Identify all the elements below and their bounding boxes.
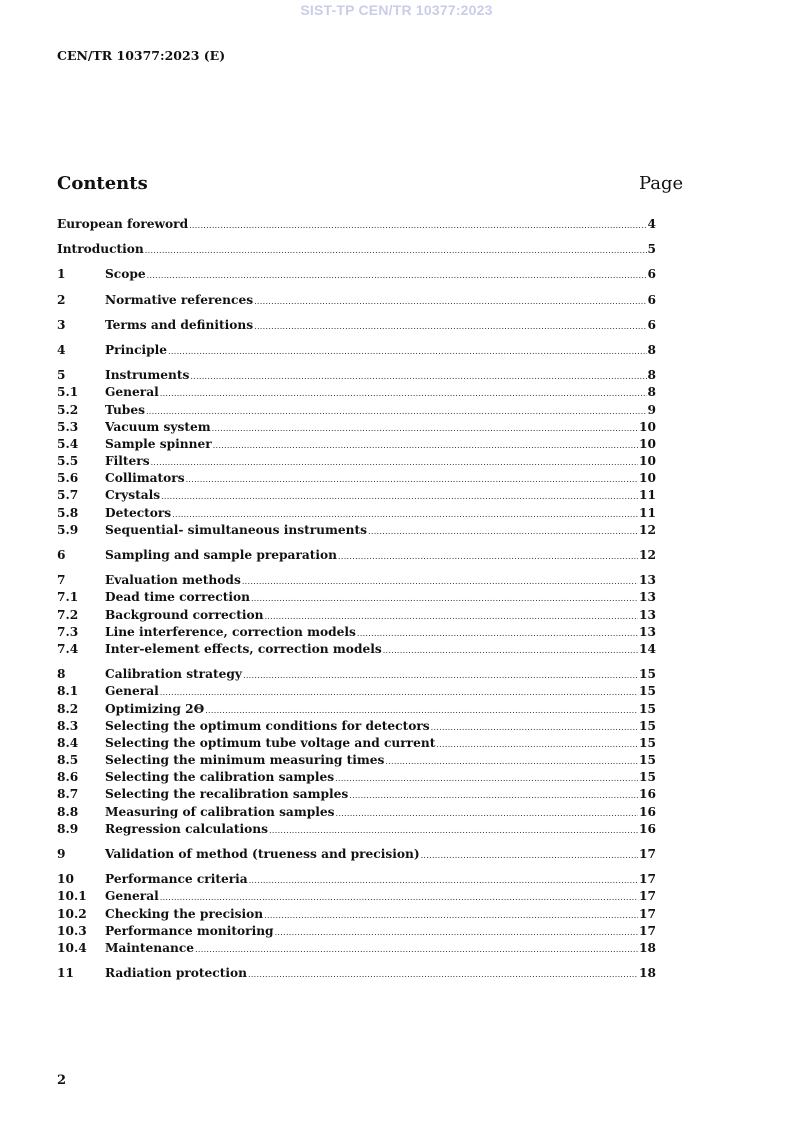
toc-dot-leader [213, 437, 638, 454]
toc-entry[interactable] [57, 402, 656, 419]
toc-entry-number: 4 [57, 342, 66, 357]
toc-dot-leader [431, 719, 638, 736]
toc-entry-page: 18 [639, 966, 656, 981]
toc-entry-number: 10 [57, 872, 74, 887]
toc-entry-title: Sample spinner [105, 436, 212, 451]
toc-entry[interactable] [57, 666, 656, 683]
toc-entry-title: Selecting the optimum conditions for detectors [105, 718, 430, 733]
toc-entry[interactable] [57, 317, 656, 334]
toc-entry-title: Normative references [105, 292, 254, 307]
toc-entry[interactable] [57, 436, 656, 453]
toc-entry[interactable] [57, 965, 656, 982]
toc-entry[interactable] [57, 487, 656, 504]
toc-dot-leader [243, 667, 638, 684]
toc-entry-number: 9 [57, 847, 66, 861]
toc-entry-number: 3 [57, 317, 66, 332]
toc-entry[interactable] [57, 453, 656, 470]
toc-dot-leader [189, 217, 646, 234]
toc-entry-title: Vacuum system [105, 419, 211, 434]
toc-dot-leader [190, 368, 646, 385]
toc-entry[interactable] [57, 718, 656, 735]
toc-entry[interactable] [57, 547, 656, 564]
toc-entry[interactable] [57, 769, 656, 786]
toc-entry-title: General [105, 684, 159, 699]
toc-entry-title: Detectors [105, 505, 172, 520]
toc-entry[interactable] [57, 419, 656, 436]
toc-entry-title: Terms and definitions [105, 317, 254, 332]
toc-entry-page: 10 [639, 454, 656, 469]
toc-entry-number: 8.3 [57, 718, 79, 733]
toc-entry[interactable] [57, 871, 656, 888]
toc-entry[interactable] [57, 786, 656, 803]
toc-entry-page: 16 [639, 821, 656, 836]
toc-entry-title: Background correction [105, 607, 264, 622]
toc-entry[interactable] [57, 342, 656, 359]
toc-entry-title: Calibration strategy [105, 667, 242, 682]
toc-entry[interactable] [57, 752, 656, 769]
toc-dot-leader [161, 488, 638, 505]
toc-entry-number: 5.9 [57, 522, 79, 537]
toc-entry-title: Filters [105, 454, 150, 469]
toc-dot-leader [145, 242, 647, 259]
toc-entry-page: 9 [647, 402, 656, 417]
toc-entry[interactable] [57, 216, 656, 233]
toc-entry-number: 1 [57, 267, 66, 282]
toc-entry[interactable] [57, 821, 656, 838]
toc-entry-number: 5.5 [57, 454, 79, 469]
toc-entry-title: Crystals [105, 488, 161, 503]
toc-entry-number: 2 [57, 292, 66, 307]
toc-dot-leader [205, 702, 638, 719]
toc-entry-title: Tubes [105, 402, 145, 417]
toc-entry-page: 5 [647, 242, 656, 257]
toc-dot-leader [335, 770, 638, 787]
toc-entry-page: 17 [639, 906, 656, 921]
toc-dot-leader [264, 608, 638, 625]
toc-entry[interactable] [57, 589, 656, 606]
toc-entry[interactable] [57, 470, 656, 487]
toc-entry-number: 10.4 [57, 940, 87, 955]
toc-entry-page: 10 [639, 419, 656, 434]
toc-entry[interactable] [57, 241, 656, 258]
toc-entry-page: 15 [639, 701, 656, 716]
toc-entry-number: 8.1 [57, 684, 79, 699]
toc-entry-page: 18 [639, 940, 656, 955]
toc-entry[interactable] [57, 367, 656, 384]
toc-entry-page: 17 [639, 872, 656, 887]
toc-entry-number: 5.7 [57, 488, 79, 503]
toc-entry-title: Selecting the minimum measuring times [105, 753, 385, 768]
toc-entry-title: Selecting the recalibration samples [105, 787, 349, 802]
toc-entry[interactable] [57, 624, 656, 641]
toc-entry-title: Sampling and sample preparation [105, 548, 338, 562]
toc-entry-title: Optimizing 2Θ [105, 701, 205, 716]
toc-entry-title: Selecting the optimum tube voltage and current [105, 735, 436, 750]
toc-entry-number: 10.2 [57, 906, 87, 921]
toc-entry-number: 7 [57, 573, 66, 588]
table-of-contents [57, 216, 656, 982]
toc-entry-page: 15 [639, 718, 656, 733]
toc-entry-title: Dead time correction [105, 590, 250, 605]
toc-entry-title: Maintenance [105, 940, 195, 955]
toc-dot-leader [146, 403, 647, 420]
toc-entry[interactable] [57, 292, 656, 309]
toc-entry-page: 17 [639, 889, 656, 904]
toc-entry-page: 6 [647, 317, 656, 332]
toc-dot-leader [269, 822, 638, 839]
toc-entry[interactable] [57, 846, 656, 863]
toc-entry-page: 13 [639, 624, 656, 639]
toc-entry-title: European foreword [57, 217, 189, 231]
toc-entry-number: 10.1 [57, 889, 87, 904]
page-number: 2 [57, 1073, 67, 1088]
toc-entry[interactable] [57, 804, 656, 821]
toc-dot-leader [368, 523, 638, 540]
toc-entry-page: 10 [639, 436, 656, 451]
toc-entry[interactable] [57, 266, 656, 283]
toc-entry[interactable] [57, 384, 656, 401]
toc-entry-title: General [105, 385, 159, 400]
toc-entry-number: 5.4 [57, 436, 79, 451]
toc-entry-number: 7.2 [57, 607, 79, 622]
toc-dot-leader [147, 267, 647, 284]
toc-entry-title: Performance criteria [105, 872, 248, 887]
toc-entry-title: Inter-element effects, correction models [105, 641, 382, 656]
toc-dot-leader [436, 736, 638, 753]
toc-dot-leader [160, 684, 638, 701]
toc-entry[interactable] [57, 906, 656, 923]
toc-entry[interactable] [57, 701, 656, 718]
toc-entry-title: Line interference, correction models [105, 624, 356, 639]
toc-entry-page: 12 [639, 548, 656, 562]
toc-dot-leader [254, 293, 646, 310]
toc-entry[interactable] [57, 735, 656, 752]
toc-entry-title: Performance monitoring [105, 923, 274, 938]
toc-entry-number: 8.6 [57, 770, 79, 785]
toc-entry-number: 5 [57, 368, 66, 383]
toc-entry-page: 17 [639, 923, 656, 938]
toc-dot-leader [212, 420, 638, 437]
toc-entry-number: 5.6 [57, 471, 79, 486]
toc-entry-number: 8.8 [57, 804, 79, 819]
toc-entry[interactable] [57, 641, 656, 658]
toc-entry[interactable] [57, 888, 656, 905]
toc-entry[interactable] [57, 505, 656, 522]
toc-dot-leader [160, 385, 647, 402]
toc-dot-leader [385, 753, 638, 770]
toc-entry-page: 15 [639, 735, 656, 750]
toc-dot-leader [383, 642, 638, 659]
toc-entry-page: 13 [639, 573, 656, 588]
toc-dot-leader [275, 924, 638, 941]
toc-entry-page: 6 [647, 292, 656, 307]
toc-dot-leader [254, 318, 646, 335]
toc-entry-number: 7.1 [57, 590, 79, 605]
toc-dot-leader [357, 625, 638, 642]
toc-entry-title: Principle [105, 342, 168, 357]
toc-entry-number: 8.9 [57, 821, 79, 836]
toc-entry-page: 12 [639, 522, 656, 537]
toc-entry-title: Instruments [105, 368, 190, 383]
toc-dot-leader [248, 966, 638, 983]
toc-entry-number: 8.2 [57, 701, 79, 716]
toc-entry-page: 17 [639, 847, 656, 861]
toc-entry-page: 8 [647, 385, 656, 400]
toc-entry-title: Regression calculations [105, 821, 269, 836]
toc-entry-page: 11 [639, 505, 656, 520]
toc-entry-page: 8 [647, 342, 656, 357]
toc-entry-page: 4 [647, 217, 656, 231]
toc-dot-leader [349, 787, 638, 804]
contents-heading: Contents [57, 173, 148, 194]
toc-entry-number: 10.3 [57, 923, 87, 938]
toc-entry-number: 6 [57, 548, 66, 562]
toc-entry-number: 11 [57, 966, 74, 981]
toc-entry[interactable] [57, 572, 656, 589]
toc-dot-leader [172, 506, 638, 523]
toc-entry-number: 5.1 [57, 385, 79, 400]
toc-dot-leader [195, 941, 638, 958]
toc-dot-leader [249, 872, 638, 889]
toc-entry[interactable] [57, 607, 656, 624]
toc-entry-page: 11 [639, 488, 656, 503]
toc-dot-leader [160, 889, 638, 906]
toc-entry-page: 15 [639, 753, 656, 768]
toc-entry-number: 8.5 [57, 753, 79, 768]
toc-entry[interactable] [57, 522, 656, 539]
toc-entry[interactable] [57, 923, 656, 940]
toc-entry-title: Sequential- simultaneous instruments [105, 522, 368, 537]
toc-entry[interactable] [57, 683, 656, 700]
toc-dot-leader [251, 590, 638, 607]
toc-entry-number: 8.4 [57, 735, 79, 750]
toc-entry-page: 6 [647, 267, 656, 282]
toc-entry-title: General [105, 889, 159, 904]
toc-entry-title: Evaluation methods [105, 573, 241, 588]
toc-entry-title: Checking the precision [105, 906, 264, 921]
toc-entry-number: 7.4 [57, 641, 79, 656]
toc-entry-number: 5.8 [57, 505, 79, 520]
watermark: SIST-TP CEN/TR 10377:2023 [300, 2, 493, 18]
toc-entry-number: 5.3 [57, 419, 79, 434]
document-id: CEN/TR 10377:2023 (E) [57, 48, 226, 63]
toc-entry-page: 15 [639, 770, 656, 785]
toc-entry[interactable] [57, 940, 656, 957]
toc-dot-leader [264, 907, 638, 924]
toc-dot-leader [242, 573, 638, 590]
toc-entry-page: 13 [639, 607, 656, 622]
toc-entry-page: 10 [639, 471, 656, 486]
toc-entry-title: Collimators [105, 471, 185, 486]
page-column-heading: Page [639, 173, 684, 194]
toc-entry-page: 13 [639, 590, 656, 605]
toc-entry-page: 8 [647, 368, 656, 383]
toc-dot-leader [168, 343, 646, 360]
toc-entry-title: Radiation protection [105, 966, 247, 981]
toc-dot-leader [336, 805, 639, 822]
toc-entry-page: 16 [639, 804, 656, 819]
toc-entry-page: 14 [639, 641, 656, 656]
toc-entry-title: Measuring of calibration samples [105, 804, 335, 819]
toc-entry-page: 15 [639, 684, 656, 699]
toc-entry-page: 16 [639, 787, 656, 802]
toc-entry-number: 5.2 [57, 402, 79, 417]
toc-entry-title: Validation of method (trueness and precision) [105, 847, 420, 861]
toc-entry-page: 15 [639, 667, 656, 682]
toc-entry-number: 7.3 [57, 624, 79, 639]
toc-entry-number: 8 [57, 667, 66, 682]
toc-dot-leader [421, 847, 638, 864]
toc-entry-title: Introduction [57, 242, 144, 257]
toc-entry-title: Selecting the calibration samples [105, 770, 335, 785]
toc-entry-title: Scope [105, 267, 146, 282]
toc-dot-leader [186, 471, 638, 488]
toc-dot-leader [151, 454, 638, 471]
toc-entry-number: 8.7 [57, 787, 79, 802]
toc-dot-leader [338, 548, 638, 565]
